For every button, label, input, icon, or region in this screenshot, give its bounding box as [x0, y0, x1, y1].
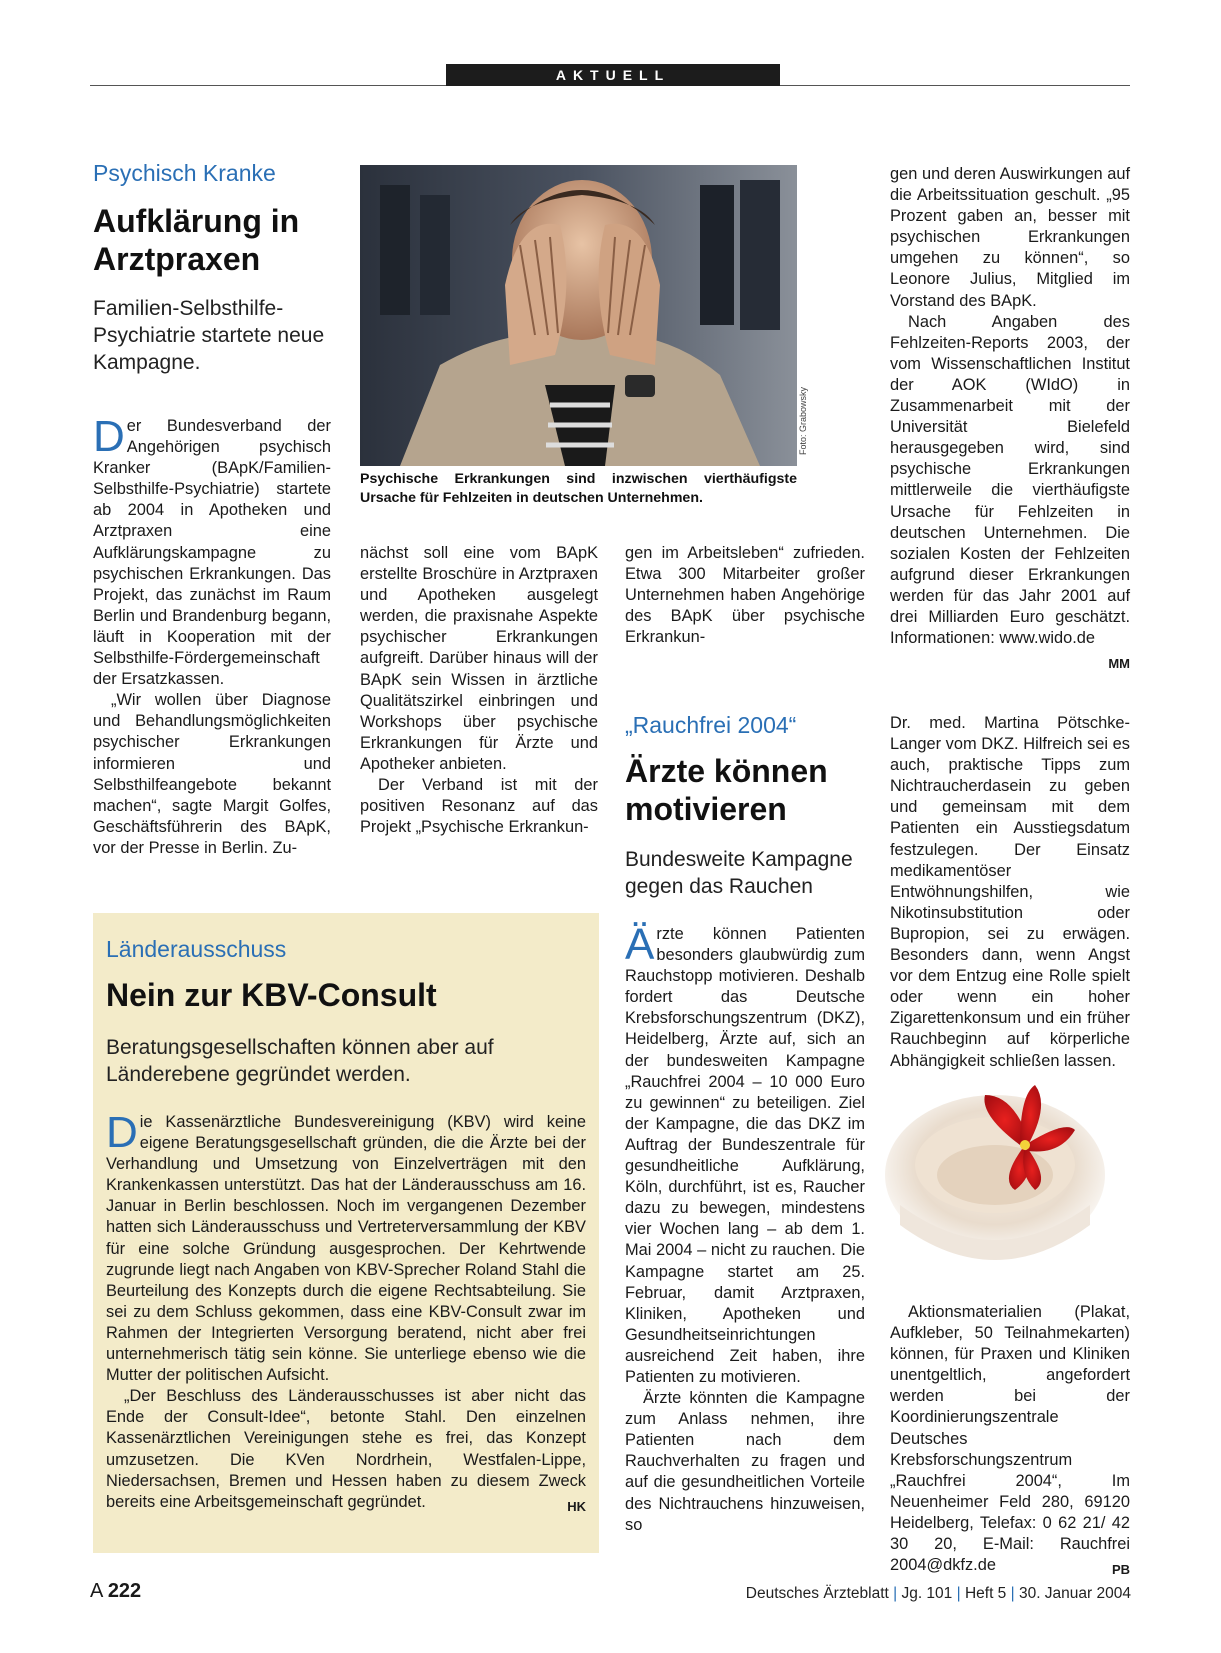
footer-volume: Jg. 101 — [901, 1585, 953, 1602]
photo-distressed-person — [360, 165, 797, 466]
article1-col1-paragraph-2: „Wir wollen über Diagnose und Behandlungsmöglichkeiten psychischer Erkrankungen informieren und Selbsthilfeangebote bekannt machen“, sagte Margit Golfes, Geschäftsführerin des BApK, vor der Presse in Berlin. Zu- — [93, 691, 331, 857]
article1-column-1 — [93, 412, 331, 859]
article1-headline-line2: Arztpraxen — [93, 241, 261, 277]
article3-deck: Bundesweite Kampagne gegen das Rauchen — [625, 848, 853, 898]
article1-deck: Familien-Selbsthilfe-Psychiatrie startete neue Kampagne. — [93, 297, 325, 374]
article1-col2-paragraph-2: Der Verband ist mit der positiven Resonanz auf das Projekt „Psychische Erkrankun- — [360, 776, 598, 837]
article3-col2-paragraph-1: Dr. med. Martina Pötschke-Langer vom DKZ. Hilfreich sei es auch, praktische Tipps zum Nichtraucherdasein zu geben und gemeinsam mit dem Patienten ein Ausstiegsdatum festzulegen. Der Einsatz medikamentöser Entwöhnungshilfen, wie Nikotinsubstitution oder Bupropion, sei zu erwägen. Besonders dann, wenn Angst vor dem Entzug eine Rolle spielt oder wenn ein hoher Zigarettenkonsum und ein früher Rauchbeginn auf körperliche Abhängigkeit schließen lassen. — [890, 714, 1130, 1070]
article1-col4-paragraph-2: Nach Angaben des Fehlzeiten-Reports 2003, der vom Wissenschaftlichen Institut der AOK (WIdO) in Zusammenarbeit mit der Universität Bielefeld herausgegeben wird, sind psychische Erkrankungen mittlerweile die vierthäufigste Ursache für Fehlzeiten in deutschen Unternehmen. Die sozialen Kosten der Fehlzeiten aufgrund dieser Erkrankungen werden für das Jahr 2001 auf drei Milliarden Euro geschätzt. Informationen: www.wido.de — [890, 312, 1130, 648]
article2-body — [106, 1108, 586, 1517]
article1-column-4 — [890, 164, 1130, 674]
article2-dropcap: D — [106, 1108, 138, 1157]
photo-ashtray-flower — [880, 1065, 1140, 1305]
photo-caption: Psychische Erkrankungen sind inzwischen vierthäufigste Ursache für Fehlzeiten in deutschen Unternehmen. — [360, 471, 797, 506]
footer-date: 30. Januar 2004 — [1018, 1585, 1131, 1602]
article3-col1-paragraph-2: Ärzte könnten die Kampagne zum Anlass nehmen, ihre Patienten nach dem Rauchverhalten zu fragen und auf die gesundheitlichen Vorteile des Nichtrauchens hinzuweisen, so — [625, 1389, 865, 1534]
footer-page-value: 222 — [107, 1580, 142, 1602]
article3-headline-line1: Ärzte können — [625, 753, 828, 789]
photo-credit: Foto: Grabowsky — [798, 386, 808, 455]
footer-page-number — [90, 1580, 141, 1603]
footer-issue: Heft 5 — [964, 1585, 1007, 1602]
footer-journal-info: Deutsches Ärzteblatt | Jg. 101 | Heft 5 | 30. Januar 2004 — [745, 1585, 1131, 1602]
article3-column-2 — [890, 713, 1130, 1072]
article3-signature: PB — [1111, 1562, 1130, 1578]
article1-col3-paragraph-1: gen im Arbeitsleben“ zufrieden. Etwa 300 Mitarbeiter großer Unternehmen haben Angehörige des BApK über psychische Erkrankun- — [625, 544, 865, 647]
article1-col4-paragraph-1: gen und deren Auswirkungen auf die Arbeitssituation geschult. „95 Prozent gaben an, besser mit psychischen Erkrankungen umgehen zu können“, so Leonore Julius, Mitglied im Vorstand des BApK. — [890, 165, 1130, 310]
article2-deck: Beratungsgesellschaften können aber auf Länderebene gegründet werden. — [106, 1036, 494, 1086]
article1-dropcap: D — [93, 412, 125, 461]
article1-col2-paragraph-1: nächst soll eine vom BApK erstellte Broschüre in Arztpraxen und Apotheken ausgelegt werden, die praxisnahe Aspekte psychischer Erkrankungen aufgreift. Darüber hinaus will der BApK sein Wissen in ärztliche Qualitätszirkel einbringen und Workshops über psychische Erkrankungen für Ärzte und Apotheker anbieten. — [360, 544, 598, 773]
article2-paragraph-2: „Der Beschluss des Länderausschusses ist aber nicht das Ende der Consult-Idee“, betonte Stahl. Den einzelnen Kassenärztlichen Vereinigungen stehe es frei, das Konzept umzusetzen. Die KVen Nordrhein, Westfalen-Lippe, Niedersachsen, Bremen und Hessen haben zu diesem Zweck bereits eine Arbeitsgemeinschaft gegründet. — [106, 1387, 586, 1511]
article3-col2-paragraph-2: Aktionsmaterialien (Plakat, Aufkleber, 50 Teilnahmekarten) können, für Praxen und Kliniken unentgeltlich, angefordert werden bei der Koordinierungszentrale Deutsches Krebsforschungszentrum „Rauchfrei 2004“, Im Neuenheimer Feld 280, 69120 Heidelberg, Telefax: 0 62 21/ 42 30 20, E-Mail: Rauchfrei 2004@dkfz.de — [890, 1303, 1130, 1575]
article1-column-2 — [360, 543, 598, 838]
article3-headline-line2: motivieren — [625, 791, 787, 827]
article3-dropcap: Ä — [625, 920, 655, 969]
article1-kicker: Psychisch Kranke — [93, 160, 276, 186]
article1-column-3 — [625, 543, 865, 648]
article1-headline-line1: Aufklärung in — [93, 203, 300, 239]
article2-signature: HK — [567, 1498, 586, 1514]
article3-headline — [625, 752, 865, 828]
article3-column-2-contact — [890, 1302, 1130, 1580]
article3-column-1 — [625, 920, 865, 1536]
footer-page-prefix: A — [90, 1580, 103, 1602]
article1-col1-paragraph-1: er Bundesverband der Angehörigen psychisch Kranker (BApK/Familien-Selbsthilfe-Psychiatrie) startete ab 2004 in Apotheken und Arztpraxen eine Aufklärungskampagne zu psychischen Erkrankungen. Das Projekt, das zunächst im Raum Berlin und Brandenburg begann, läuft in Kooperation mit der Selbsthilfe-Fördergemeinschaft der Ersatzkassen. — [93, 417, 331, 689]
photo-distressed-person-image — [360, 165, 797, 466]
article2-paragraph-1: ie Kassenärztliche Bundesvereinigung (KBV) wird keine eigene Beratungsgesellschaft gründen, die die Ärzte bei der Verhandlung und Umsetzung von Einzelverträgen mit den Krankenkassen unterstützt. Das hat der Länderausschuss am 16. Januar in Berlin beschlossen. Noch im vergangenen Dezember hatten sich Länderausschuss und Vertreterversammlung der KBV für eine solche Gründung ausgesprochen. Der Kehrtwende zugrunde liegt nach Angaben von KBV-Sprecher Roland Stahl die Beurteilung des Konzepts durch die eigene Rechtsabteilung. Sie sei zu dem Schluss gekommen, dass eine KBV-Consult zwar im Rahmen der Integrierten Versorgung beratend, nicht aber frei unternehmerisch tätig sein könne. Sie unterliege ebenso wie die Mutter der politischen Aufsicht. — [106, 1113, 586, 1385]
article1-signature: MM — [1108, 656, 1130, 672]
photo-ashtray-flower-image — [880, 1065, 1140, 1305]
article1-headline — [93, 202, 333, 278]
section-label: AKTUELL — [446, 64, 780, 86]
footer-journal: Deutsches Ärzteblatt — [745, 1585, 889, 1602]
article3-kicker: „Rauchfrei 2004“ — [625, 712, 797, 738]
article2-headline: Nein zur KBV-Consult — [106, 977, 437, 1013]
article2-kicker: Länderausschuss — [106, 936, 287, 962]
article3-col1-paragraph-1: rzte können Patienten besonders glaubwürdig zum Rauchstopp motivieren. Deshalb fordert das Deutsche Krebsforschungszentrum (DKZ), Heidelberg, Ärzte auf, sich an der bundesweiten Kampagne „Rauchfrei 2004 – 10 000 Euro zu gewinnen“ zu beteiligen. Ziel der Kampagne, die das DKZ im Auftrag der Bundeszentrale für gesundheitliche Aufklärung, Köln, durchführt, ist es, Raucher dazu zu bewegen, mindestens vier Wochen lang – ab dem 1. Mai 2004 – nicht zu rauchen. Die Kampagne startet am 25. Februar, damit Arztpraxen, Kliniken, Apotheken und Gesundheitseinrichtungen ausreichend Zeit haben, ihre Patienten zu motivieren. — [625, 925, 865, 1386]
